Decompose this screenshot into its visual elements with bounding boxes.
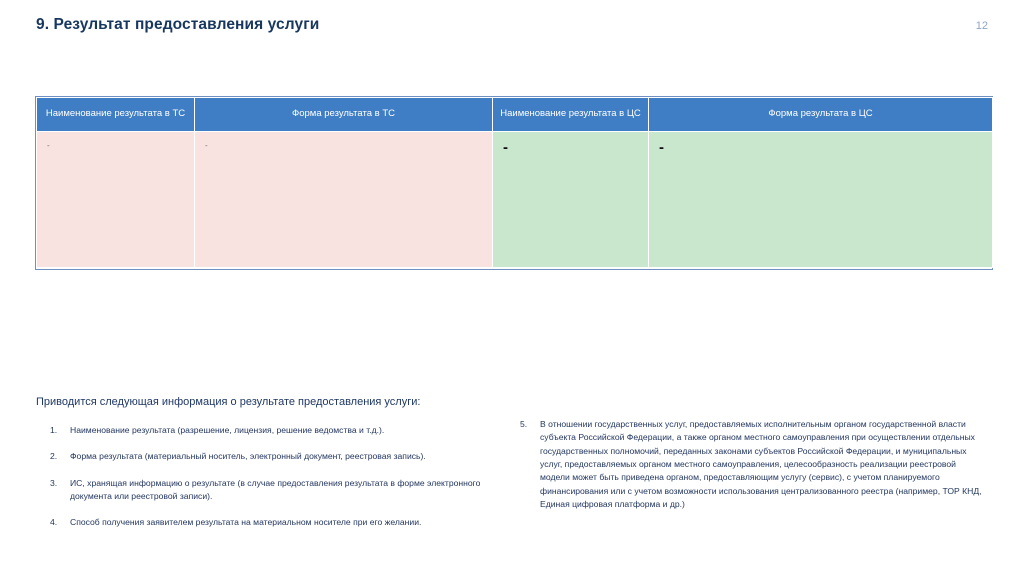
list-item — [506, 418, 986, 511]
list-item-text: ИС, хранящая информацию о результате (в случае предоставления результата в форме электронного документа или реестровой записи). — [70, 477, 481, 501]
list-item-number: 1. — [50, 425, 58, 435]
table-row — [37, 132, 993, 268]
list-item — [36, 477, 486, 504]
list-item-number: 3. — [50, 477, 58, 488]
list-item-number: 2. — [50, 451, 58, 462]
result-table — [36, 97, 993, 268]
list-item-text: Наименование результата (разрешение, лицензия, решение ведомства и т.д.). — [70, 425, 385, 435]
list-item-text: Способ получения заявителем результата на материальном носителе при его желании. — [70, 517, 422, 528]
intro-text: Приводится следующая информация о результате предоставления услуги: — [36, 396, 421, 408]
cell-form-cs: - — [649, 132, 993, 268]
page-title: 9. Результат предоставления услуги — [36, 16, 320, 33]
table-header-row — [37, 98, 993, 132]
numbered-list-right — [506, 418, 986, 511]
list-item-number: 5. — [520, 419, 528, 429]
cell-name-ts: - — [37, 132, 195, 268]
cell-form-ts: - — [195, 132, 493, 268]
list-item — [36, 516, 486, 529]
numbered-list-left — [36, 424, 486, 543]
list-item — [36, 450, 486, 463]
column-header-name-ts: Наименование результата в ТС — [37, 98, 195, 132]
cell-name-cs: - — [493, 132, 649, 268]
list-item-text: Форма результата (материальный носитель, электронный документ, реестровая запись). — [70, 451, 426, 462]
column-header-form-cs: Форма результата в ЦС — [649, 98, 993, 132]
page-number: 12 — [975, 20, 988, 32]
column-header-name-cs: Наименование результата в ЦС — [493, 98, 649, 132]
list-item — [36, 424, 486, 437]
column-header-form-ts: Форма результата в ТС — [195, 98, 493, 132]
list-item-text: В отношении государственных услуг, предоставляемых исполнительным органом государственной власти субъекта Российской Федерации, а также органом местного самоуправления при осуществлении отдельных государственных полномочий, переданных законами субъектов Российской Федерации, и муниципальных услуг, предоставляемых органом местного самоуправления, целесообразность реализации реестровой модели может быть приведена органом, предоставляющим услугу (сервис), с учетом планируемого финансирования или с учетом возможности использования централизованного реестра (например, ТОР КНД, Единая цифровая платформа и др.) — [540, 419, 982, 509]
list-item-number: 4. — [50, 517, 58, 528]
